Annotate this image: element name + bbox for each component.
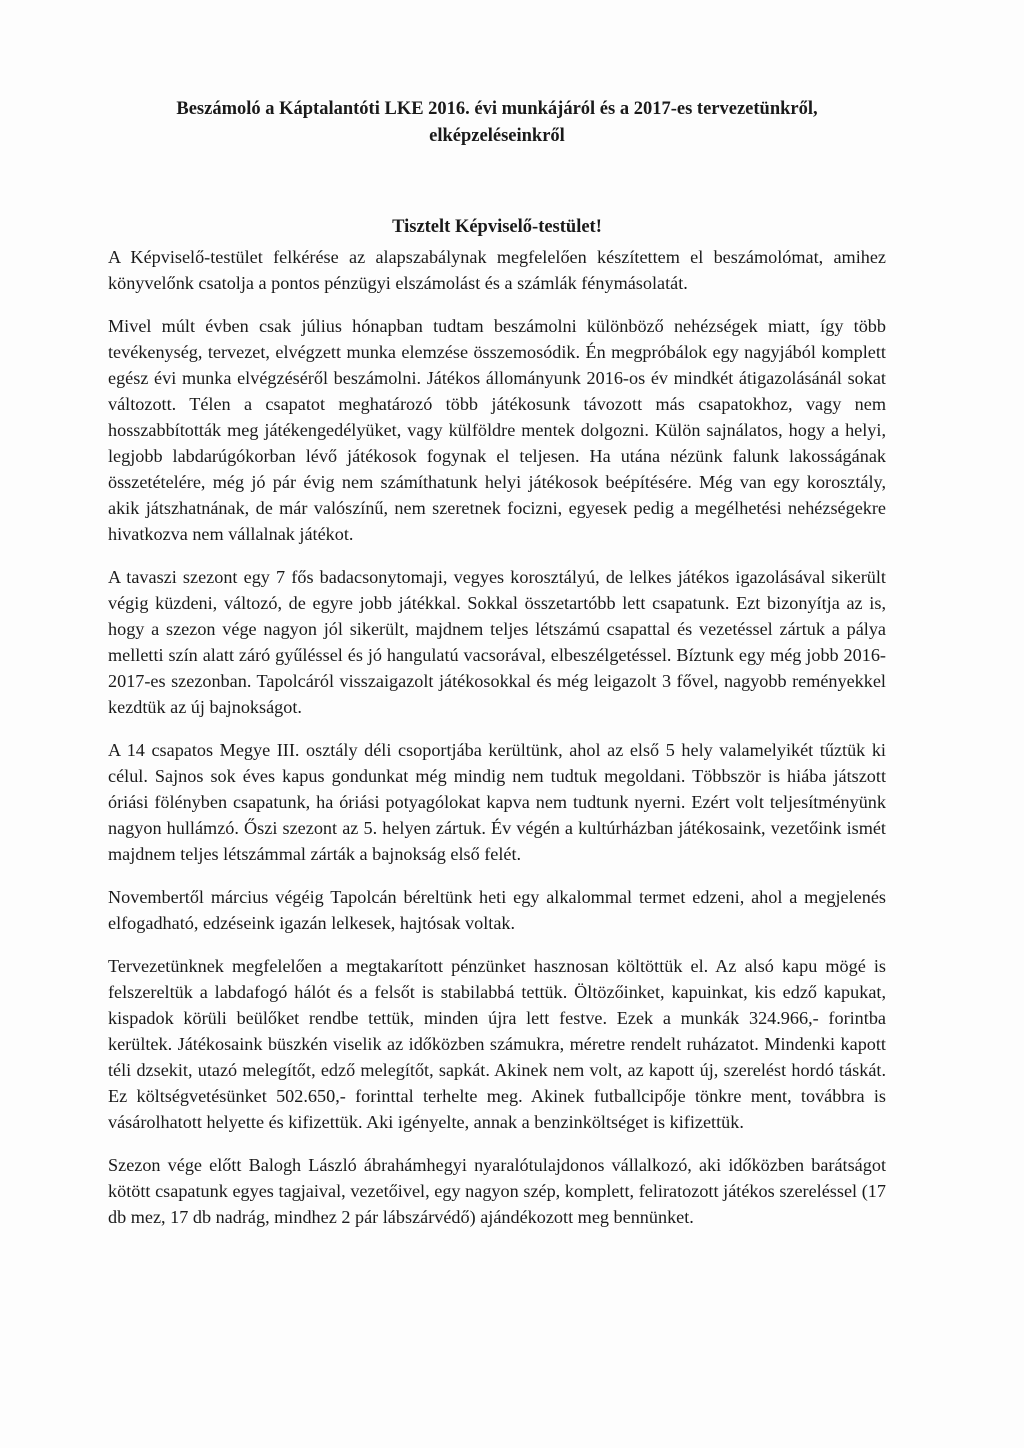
paragraph: Mivel múlt évben csak július hónapban tudtam beszámolni különböző nehézségek miatt, így több tevékenység, tervezet, elvégzett munka elemzése összemosódik. Én megpróbálok egy nagyjából komplett egész évi munka elvégzéséről beszámolni. Játékos állományunk 2016-os év mindkét átigazolásánál sokat változott. Télen a csapatot meghatározó több játékosunk távozott más csapatokhoz, vagy nem hosszabbították meg játékengedélyüket, vagy külföldre mentek dolgozni. Külön sajnálatos, hogy a helyi, legjobb labdarúgókorban lévő játékosok fogynak el teljesen. Ha utána nézünk falunk lakosságának összetételére, még jó pár évig nem számíthatunk helyi játékosok beépítésére. Még van egy korosztály, akik játszhatnának, de már valószínű, nem szeretnek focizni, egyesek pedig a megélhetési nehézségekre hivatkozva nem vállalnak játékot. <box>108 316 886 544</box>
salutation: Tisztelt Képviselő-testület! <box>392 217 602 237</box>
document-title: Beszámoló a Káptalantóti LKE 2016. évi munkájáról és a 2017-es tervezetünkről, elképzeléseinkről <box>176 99 818 146</box>
paragraph: A tavaszi szezont egy 7 fős badacsonytomaji, vegyes korosztályú, de lelkes játékos igazolásával sikerült végig küzdeni, változó, de egyre jobb játékkal. Sokkal összetartóbb lett csapatunk. Ezt bizonyítja az is, hogy a szezon vége nagyon jól sikerült, majdnem teljes létszámú csapattal és vezetéssel zártuk a pálya melletti szín alatt záró gyűléssel és jó hangulatú vacsorával, elbeszélgetéssel. Bíztunk egy még jobb 2016-2017-es szezonban. Tapolcáról visszaigazolt játékosokkal és még leigazolt 3 fővel, nagyobb reményekkel kezdtük az új bajnokságot. <box>108 567 886 717</box>
paragraph: Novembertől március végéig Tapolcán béreltünk heti egy alkalommal termet edzeni, ahol a megjelenés elfogadható, edzéseink igazán lelkesek, hajtósak voltak. <box>108 887 886 933</box>
paragraph: Tervezetünknek megfelelően a megtakarított pénzünket hasznosan költöttük el. Az alsó kapu mögé is felszereltük a labdafogó hálót és a felsőt is stabilabbá tettük. Öltözőinket, kapuinkat, kis edző kapukat, kispadok körüli beülőket rendbe tettük, minden újra lett festve. Ezek a munkák 324.966,- forintba kerültek. Játékosaink büszkén viselik az időközben számukra, méretre rendelt ruházatot. Mindenki kapott téli dzsekit, utazó melegítőt, edző melegítőt, sapkát. Akinek nem volt, az kapott új, szerelést hordó táskát. Ez költségvetésünket 502.650,- forinttal terhelte meg. Akinek futballcipője tönkre ment, továbbra is vásárolhatott helyette és kifizettük. Aki igényelte, annak a benzinköltséget is kifizettük. <box>108 956 886 1132</box>
paragraph: Szezon vége előtt Balogh László ábrahámhegyi nyaralótulajdonos vállalkozó, aki időközben barátságot kötött csapatunk egyes tagjaival, vezetőivel, egy nagyon szép, komplett, feliratozott játékos szereléssel (17 db mez, 17 db nadrág, mindhez 2 pár lábszárvédő) ajándékozott meg bennünket. <box>108 1155 886 1227</box>
document-body <box>108 96 886 1247</box>
paragraph: A 14 csapatos Megye III. osztály déli csoportjába kerültünk, ahol az első 5 hely valamelyikét tűztük ki célul. Sajnos sok éves kapus gondunkat még mindig nem tudtuk megoldani. Többször is hiába játszott óriási fölényben csapatunk, ha óriási potyagólokat kapva nem tudtunk nyerni. Ezért volt teljesítményünk nagyon hullámzó. Őszi szezont az 5. helyen zártuk. Év végén a kultúrházban játékosaink, vezetőink ismét majdnem teljes létszámmal zárták a bajnokság első felét. <box>108 740 886 864</box>
paragraph: A Képviselő-testület felkérése az alapszabálynak megfelelően készítettem el beszámolómat, amihez könyvelőnk csatolja a pontos pénzügyi elszámolást és a számlák fénymásolatát. <box>108 247 886 293</box>
